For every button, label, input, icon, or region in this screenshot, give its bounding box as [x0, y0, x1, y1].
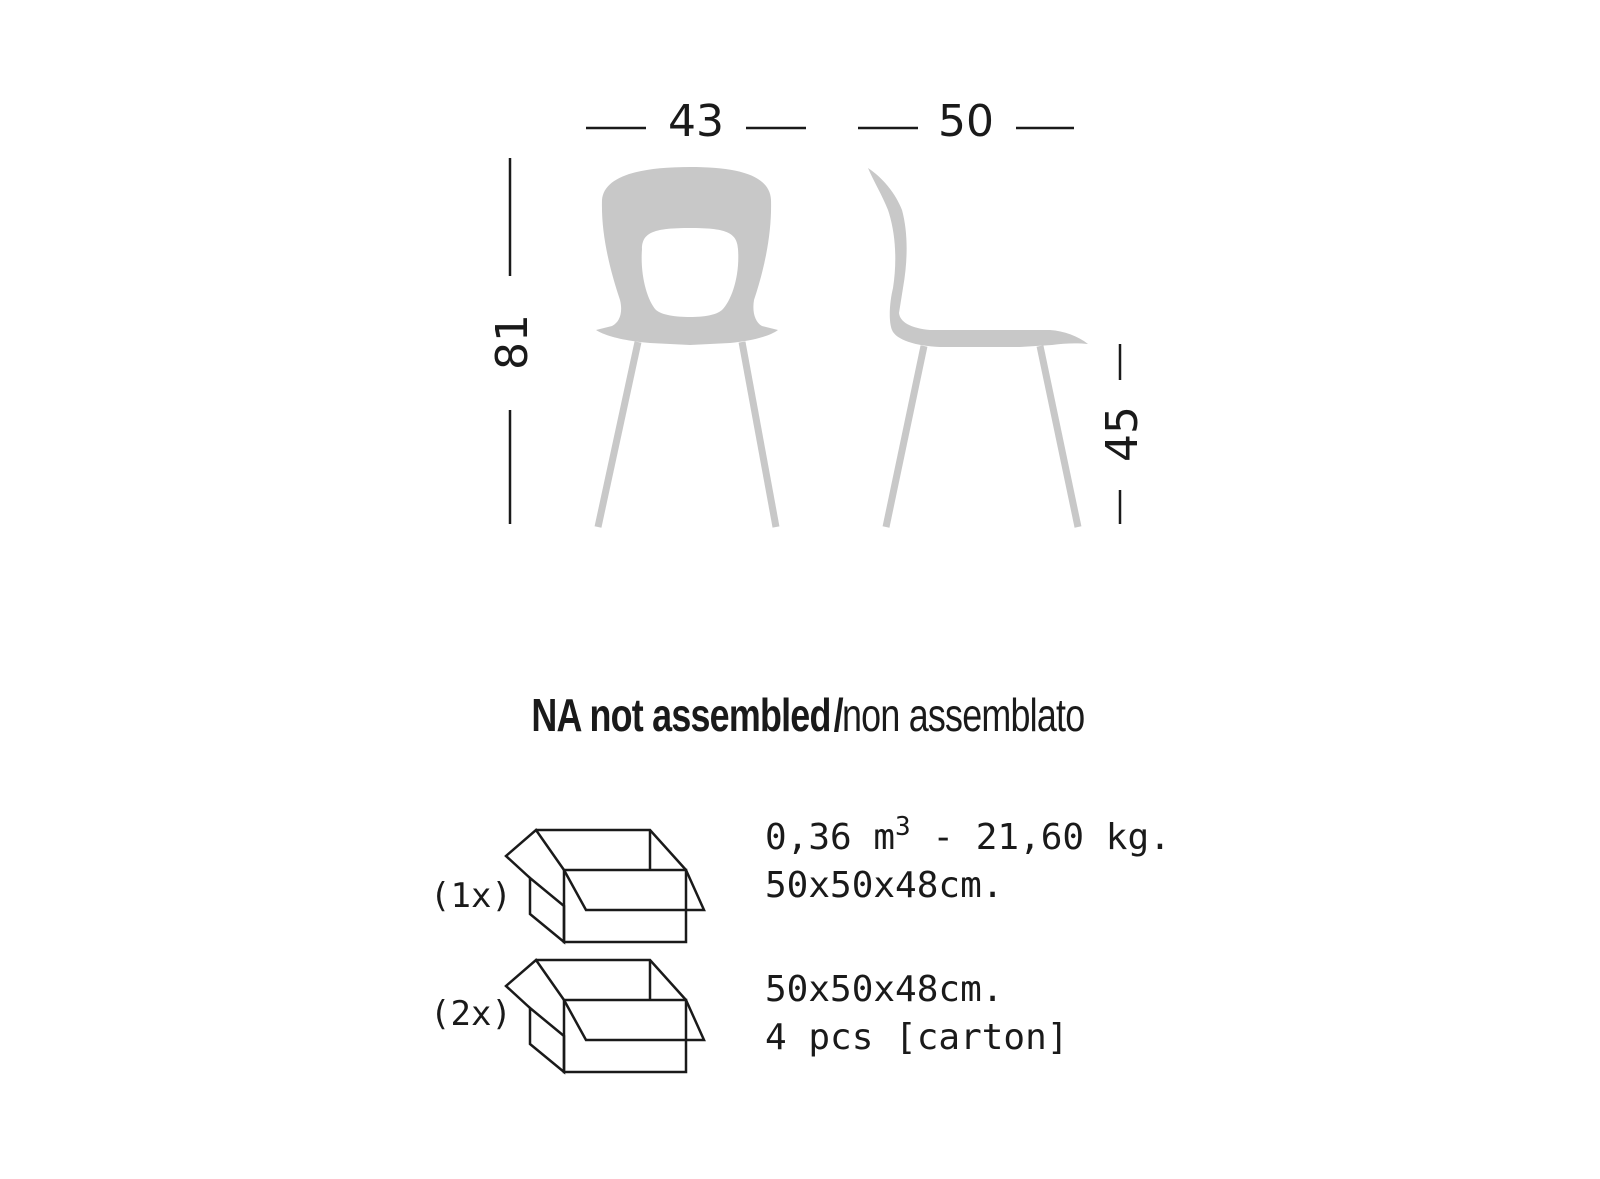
seat-height-value: 45: [1097, 406, 1148, 462]
package-1-weight: - 21,60 kg.: [910, 817, 1171, 858]
height-value: 81: [487, 314, 538, 370]
height-dimension: [487, 158, 538, 524]
package-1-quantity: (1x): [430, 876, 512, 916]
chair-front-view: [596, 167, 778, 527]
assembly-translation: non assemblato: [842, 689, 1085, 741]
assembly-code: NA not assembled: [531, 689, 831, 741]
package-2-info: [765, 966, 1068, 1062]
seat-height-dimension: [1097, 344, 1148, 524]
package-2-quantity: (2x): [430, 994, 512, 1034]
width-dimension: [586, 96, 806, 147]
width-value: 43: [668, 96, 724, 147]
package-1-size: 50x50x48cm.: [765, 865, 1004, 906]
package-1-volume-prefix: 0,36 m: [765, 817, 896, 858]
package-1-volume-exponent: 3: [895, 812, 911, 842]
package-2-pieces: 4 pcs [carton]: [765, 1017, 1069, 1058]
depth-value: 50: [938, 96, 994, 147]
depth-dimension: [858, 96, 1074, 147]
open-box-icon: [506, 830, 704, 942]
package-1-info: [765, 814, 1171, 910]
package-1-volume: [765, 814, 1171, 862]
assembly-separator: /: [833, 689, 843, 741]
open-box-icon: [506, 960, 704, 1072]
package-2-size: 50x50x48cm.: [765, 969, 1004, 1010]
chair-side-view: [868, 168, 1088, 527]
assembly-title: [0, 688, 1600, 742]
